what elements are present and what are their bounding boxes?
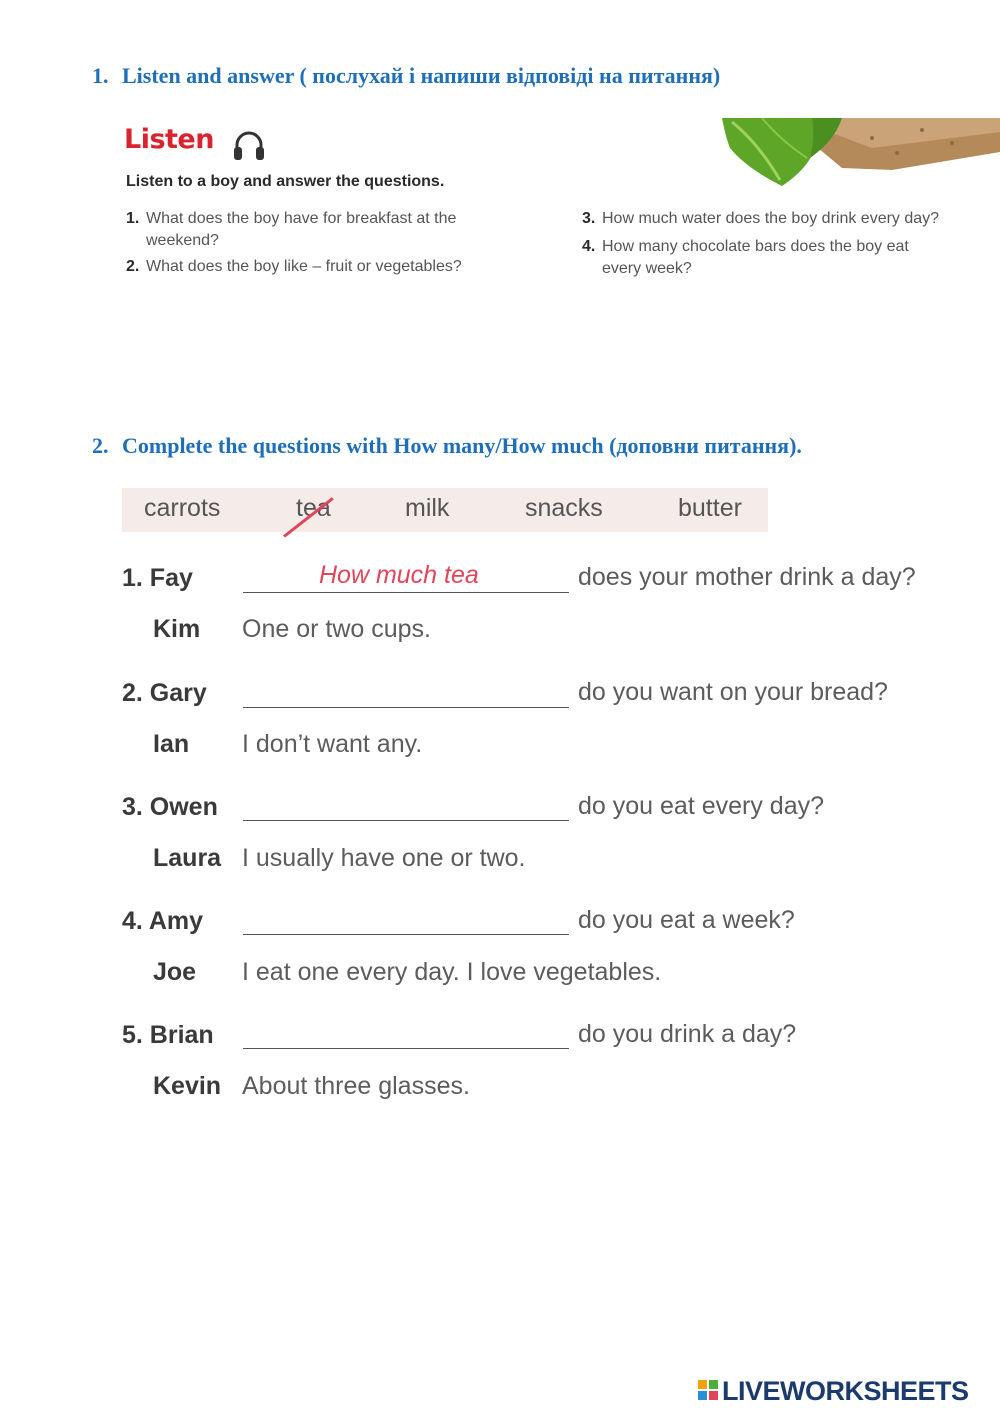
- answer-text: I don’t want any.: [242, 730, 423, 758]
- question-rest: do you want on your bread?: [578, 678, 888, 706]
- question-text: What does the boy like – fruit or vegetables?: [146, 258, 462, 275]
- answer-blank-5[interactable]: [243, 1014, 569, 1049]
- word-milk: milk: [405, 494, 450, 522]
- answer-blank-4[interactable]: [243, 900, 569, 935]
- section-1-title: Listen and answer ( послухай і напиши відповіді на питання): [122, 63, 721, 88]
- liveworksheets-logo-icon: [698, 1380, 720, 1402]
- salad-sandwich-image: [722, 118, 1000, 190]
- answer-speaker: Laura: [153, 844, 222, 872]
- question-text: How many chocolate bars does the boy eat: [602, 238, 909, 255]
- word-carrots: carrots: [144, 494, 221, 522]
- answer-speaker: Kevin: [153, 1072, 222, 1100]
- listen-question-2: [126, 256, 546, 278]
- question-text: How much water does the boy drink every day?: [602, 210, 940, 227]
- listen-question-1: [126, 208, 546, 252]
- question-number: 2.: [126, 258, 140, 275]
- question-speaker: 2. Gary: [122, 679, 207, 707]
- question-text: What does the boy have for breakfast at the: [146, 210, 457, 227]
- question-rest: do you drink a day?: [578, 1020, 797, 1048]
- word-butter: butter: [678, 494, 742, 522]
- headphones-icon: [232, 129, 266, 168]
- section-2-heading: [92, 433, 802, 459]
- answer-text: About three glasses.: [242, 1072, 470, 1100]
- listen-label: Listen: [124, 124, 214, 155]
- answer-blank-3[interactable]: [243, 786, 569, 821]
- question-text-cont: weekend?: [146, 232, 219, 249]
- listen-instruction: Listen to a boy and answer the questions.: [126, 173, 445, 190]
- question-number: 1.: [126, 210, 140, 227]
- answer-speaker: Ian: [153, 730, 190, 758]
- question-number: 3.: [582, 210, 596, 227]
- answer-text: I eat one every day. I love vegetables.: [242, 958, 662, 986]
- section-1-heading: [92, 63, 720, 89]
- answer-blank-2[interactable]: [243, 673, 569, 708]
- question-rest: do you eat a week?: [578, 906, 795, 934]
- answer-text: I usually have one or two.: [242, 844, 526, 872]
- answer-text: One or two cups.: [242, 615, 431, 643]
- question-speaker: 4. Amy: [122, 907, 204, 935]
- section-2-number: 2.: [92, 433, 109, 458]
- question-rest: do you eat every day?: [578, 792, 824, 820]
- question-speaker: 3. Owen: [122, 793, 218, 821]
- question-rest: does your mother drink a day?: [578, 563, 916, 591]
- question-speaker: 5. Brian: [122, 1021, 214, 1049]
- answer-speaker: Joe: [153, 958, 197, 986]
- liveworksheets-logo[interactable]: LIVEWORKSHEETS: [722, 1376, 969, 1406]
- question-text-cont: every week?: [602, 260, 692, 277]
- section-1-number: 1.: [92, 63, 109, 88]
- question-speaker: 1. Fay: [122, 564, 193, 592]
- question-number: 4.: [582, 238, 596, 255]
- listen-question-3: [582, 208, 1000, 230]
- answer-speaker: Kim: [153, 615, 201, 643]
- answer-filled: How much tea: [319, 561, 479, 589]
- word-tea: tea: [296, 494, 331, 522]
- listen-question-4: [582, 236, 1000, 280]
- section-2-title: Complete the questions with How many/How much (доповни питання).: [122, 433, 802, 458]
- word-snacks: snacks: [525, 494, 603, 522]
